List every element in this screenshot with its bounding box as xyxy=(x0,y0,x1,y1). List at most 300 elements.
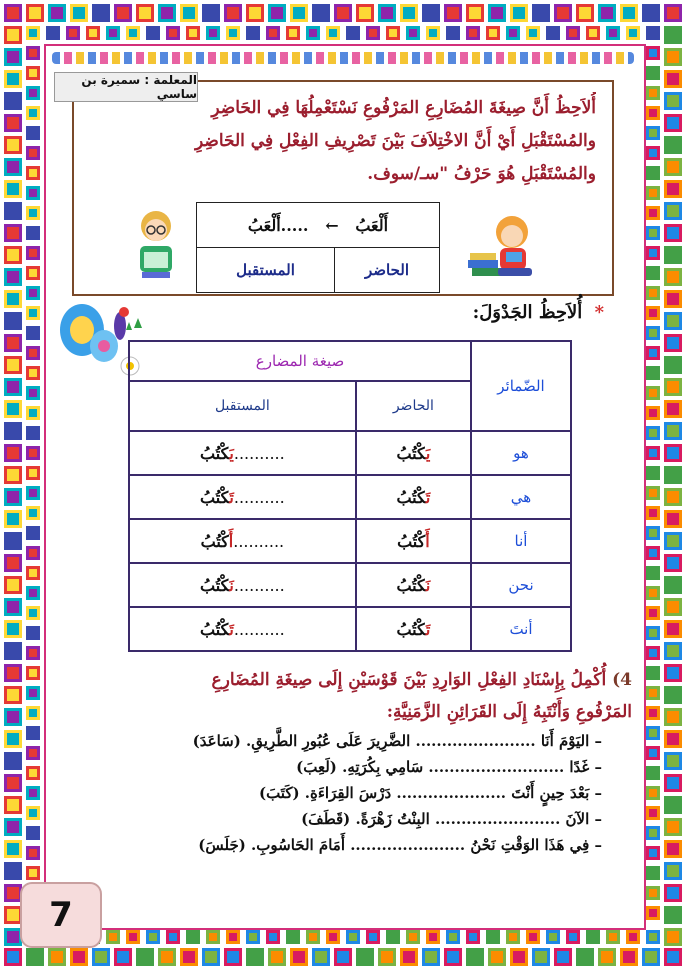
frame-square xyxy=(46,26,60,40)
frame-square xyxy=(664,796,682,814)
frame-square xyxy=(202,948,220,966)
frame-square xyxy=(26,206,40,220)
frame-square xyxy=(664,620,682,638)
table-row xyxy=(129,431,571,475)
frame-square xyxy=(26,146,40,160)
frame-square xyxy=(4,532,22,550)
frame-square xyxy=(114,4,132,22)
frame-square xyxy=(66,26,80,40)
frame-square xyxy=(4,948,22,966)
frame-square xyxy=(106,930,120,944)
frame-square xyxy=(4,48,22,66)
frame-square xyxy=(326,930,340,944)
frame-square xyxy=(26,606,40,620)
frame-square xyxy=(290,948,308,966)
frame-square xyxy=(664,444,682,462)
frame-square xyxy=(26,948,44,966)
frame-square xyxy=(664,378,682,396)
frame-square xyxy=(4,796,22,814)
frame-square xyxy=(4,92,22,110)
frame-square xyxy=(646,766,660,780)
frame-square xyxy=(664,224,682,242)
future-cell: ..........نَكْتُبُ xyxy=(129,563,356,607)
frame-square xyxy=(26,366,40,380)
frame-square xyxy=(646,666,660,680)
frame-square xyxy=(158,948,176,966)
frame-square xyxy=(4,246,22,264)
frame-square xyxy=(206,930,220,944)
frame-square xyxy=(26,706,40,720)
frame-square xyxy=(4,400,22,418)
frame-square xyxy=(664,334,682,352)
frame-square xyxy=(646,146,660,160)
frame-square xyxy=(646,306,660,320)
present-cell: تَكْتُبُ xyxy=(356,475,471,519)
present-cell: تَكْتُبُ xyxy=(356,607,471,651)
frame-square xyxy=(664,532,682,550)
frame-square xyxy=(446,26,460,40)
frame-square xyxy=(26,46,40,60)
frame-square xyxy=(246,930,260,944)
frame-square xyxy=(4,356,22,374)
frame-square xyxy=(646,930,660,944)
frame-square xyxy=(532,4,550,22)
frame-square xyxy=(664,642,682,660)
list-item: – اليَوْمَ أَنَا ....................... الضَّرِيرَ عَلَى عُبُورِ الطَّرِيقِ. (سَاعَدَ) xyxy=(192,732,602,750)
frame-square xyxy=(26,186,40,200)
frame-square xyxy=(158,4,176,22)
frame-square xyxy=(4,224,22,242)
pronouns-header: الضّمائر xyxy=(471,341,571,431)
frame-square xyxy=(290,4,308,22)
frame-square xyxy=(646,506,660,520)
list-item: – الآنَ ........................ البِنْتُ زَهْرَةً. (قَطَفَ) xyxy=(301,810,602,828)
table-row xyxy=(129,519,571,563)
frame-square xyxy=(664,752,682,770)
frame-square xyxy=(586,930,600,944)
star-icon: * xyxy=(594,302,604,323)
frame-square xyxy=(4,290,22,308)
frame-square xyxy=(286,26,300,40)
frame-square xyxy=(664,862,682,880)
frame-square xyxy=(126,930,140,944)
frame-square xyxy=(554,948,572,966)
frame-square xyxy=(114,948,132,966)
frame-square xyxy=(26,686,40,700)
frame-square xyxy=(366,930,380,944)
frame-square xyxy=(646,746,660,760)
future-cell: ..........يَكْتُبُ xyxy=(129,431,356,475)
frame-square xyxy=(646,26,660,40)
frame-square xyxy=(646,786,660,800)
table-row xyxy=(129,563,571,607)
frame-square xyxy=(646,686,660,700)
frame-square xyxy=(486,930,500,944)
frame-square xyxy=(664,422,682,440)
frame-square xyxy=(510,4,528,22)
exercise-title xyxy=(52,664,632,728)
future-cell: ..........أَكْتُبُ xyxy=(129,519,356,563)
frame-square xyxy=(4,598,22,616)
frame-square xyxy=(664,26,682,44)
frame-square xyxy=(646,226,660,240)
frame-square xyxy=(642,4,660,22)
frame-square xyxy=(48,948,66,966)
frame-square xyxy=(664,664,682,682)
frame-square xyxy=(506,930,520,944)
frame-square xyxy=(646,546,660,560)
frame-square xyxy=(386,930,400,944)
frame-square xyxy=(306,930,320,944)
frame-square xyxy=(488,4,506,22)
frame-square xyxy=(356,948,374,966)
frame-square xyxy=(180,4,198,22)
frame-square xyxy=(406,930,420,944)
frame-square xyxy=(206,26,220,40)
frame-square xyxy=(664,92,682,110)
frame-square xyxy=(626,26,640,40)
frame-square xyxy=(4,136,22,154)
boy-reading-icon xyxy=(130,206,182,282)
frame-square xyxy=(26,386,40,400)
frame-square xyxy=(532,948,550,966)
frame-square xyxy=(400,948,418,966)
frame-square xyxy=(4,818,22,836)
frame-square xyxy=(126,26,140,40)
frame-square xyxy=(664,48,682,66)
frame-square xyxy=(70,4,88,22)
exercise-number: 4) xyxy=(612,670,632,690)
frame-square xyxy=(566,26,580,40)
frame-square xyxy=(422,948,440,966)
frame-square xyxy=(312,4,330,22)
table-row xyxy=(129,607,571,651)
frame-square xyxy=(26,226,40,240)
frame-square xyxy=(664,510,682,528)
frame-square xyxy=(598,948,616,966)
present-cell: يَكْتُبُ xyxy=(356,431,471,475)
frame-square xyxy=(224,4,242,22)
frame-square xyxy=(446,930,460,944)
frame-square xyxy=(26,86,40,100)
present-cell: نَكْتُبُ xyxy=(356,563,471,607)
frame-square xyxy=(26,726,40,740)
frame-square xyxy=(506,26,520,40)
frame-square xyxy=(4,774,22,792)
frame-square xyxy=(312,948,330,966)
frame-square xyxy=(4,642,22,660)
frame-square xyxy=(48,4,66,22)
frame-square xyxy=(246,26,260,40)
frame-square xyxy=(4,664,22,682)
pronoun-cell: أنتَ xyxy=(471,607,571,651)
frame-square xyxy=(366,26,380,40)
frame-square xyxy=(4,730,22,748)
frame-square xyxy=(646,526,660,540)
frame-square xyxy=(646,826,660,840)
frame-square xyxy=(356,4,374,22)
page-number: 7 xyxy=(20,882,102,948)
frame-square xyxy=(664,774,682,792)
frame-square xyxy=(422,4,440,22)
frame-square xyxy=(426,26,440,40)
frame-square xyxy=(26,546,40,560)
frame-square xyxy=(400,4,418,22)
frame-square xyxy=(646,466,660,480)
frame-square xyxy=(664,70,682,88)
frame-square xyxy=(26,466,40,480)
frame-square xyxy=(4,312,22,330)
frame-square xyxy=(4,26,22,44)
frame-square xyxy=(26,666,40,680)
frame-square xyxy=(26,866,40,880)
frame-square xyxy=(664,356,682,374)
frame-square xyxy=(268,4,286,22)
frame-square xyxy=(646,86,660,100)
frame-square xyxy=(664,948,682,966)
frame-square xyxy=(180,948,198,966)
present-example-verb: أَلْعَبُ xyxy=(355,215,389,235)
frame-square xyxy=(664,928,682,946)
frame-square xyxy=(286,930,300,944)
frame-square xyxy=(664,246,682,264)
frame-square xyxy=(646,886,660,900)
frame-square xyxy=(166,930,180,944)
frame-square xyxy=(4,114,22,132)
intro-line: أُلاَحِظُ أَنَّ صِيغَةَ المُضَارِعِ المَرْفُوعِ نَسْتَعْمِلُهَا فِي الحَاضِرِ xyxy=(211,98,596,118)
frame-square xyxy=(4,202,22,220)
frame-square xyxy=(646,866,660,880)
frame-square xyxy=(646,486,660,500)
intro-line: والمُسْتَقْبَلِ هُوَ حَرْفُ "سـ/سوف. xyxy=(367,164,596,184)
frame-square xyxy=(26,626,40,640)
frame-square xyxy=(4,554,22,572)
frame-square xyxy=(646,586,660,600)
pronoun-cell: نحن xyxy=(471,563,571,607)
frame-square xyxy=(646,606,660,620)
frame-square xyxy=(646,206,660,220)
frame-square xyxy=(86,26,100,40)
frame-square xyxy=(646,446,660,460)
frame-square xyxy=(4,708,22,726)
frame-square xyxy=(664,180,682,198)
frame-square xyxy=(576,948,594,966)
frame-square xyxy=(202,4,220,22)
frame-square xyxy=(620,948,638,966)
frame-square xyxy=(664,818,682,836)
observe-title xyxy=(473,302,604,323)
frame-square xyxy=(466,948,484,966)
frame-square xyxy=(466,26,480,40)
frame-square xyxy=(4,488,22,506)
frame-square xyxy=(4,180,22,198)
arrow-icon: ← xyxy=(325,215,339,235)
frame-square xyxy=(4,378,22,396)
future-header: المستقبل xyxy=(129,381,356,431)
frame-square xyxy=(466,930,480,944)
example-verbs xyxy=(197,203,440,248)
frame-square xyxy=(106,26,120,40)
frame-square xyxy=(26,486,40,500)
frame-square xyxy=(646,726,660,740)
frame-square xyxy=(444,4,462,22)
frame-square xyxy=(378,948,396,966)
frame-square xyxy=(646,846,660,860)
frame-square xyxy=(4,268,22,286)
frame-square xyxy=(268,948,286,966)
frame-square xyxy=(664,400,682,418)
frame-square xyxy=(26,4,44,22)
frame-square xyxy=(4,4,22,22)
pronoun-cell: هو xyxy=(471,431,571,475)
frame-square xyxy=(606,26,620,40)
frame-square xyxy=(92,948,110,966)
frame-square xyxy=(598,4,616,22)
frame-square xyxy=(664,290,682,308)
frame-square xyxy=(664,158,682,176)
frame-square xyxy=(426,930,440,944)
frame-square xyxy=(554,4,572,22)
example-table xyxy=(196,202,440,293)
frame-square xyxy=(488,948,506,966)
frame-square xyxy=(646,406,660,420)
frame-square xyxy=(664,312,682,330)
frame-square xyxy=(26,526,40,540)
frame-square xyxy=(246,4,264,22)
frame-square xyxy=(646,806,660,820)
frame-square xyxy=(664,202,682,220)
frame-square xyxy=(246,948,264,966)
frame-square xyxy=(226,930,240,944)
frame-square xyxy=(4,444,22,462)
frame-square xyxy=(4,620,22,638)
frame-square xyxy=(664,840,682,858)
frame-square xyxy=(566,930,580,944)
frame-square xyxy=(146,930,160,944)
frame-square xyxy=(546,26,560,40)
frame-square xyxy=(26,586,40,600)
teacher-label: المعلمة : سميرة بن ساسي xyxy=(54,72,198,102)
frame-square xyxy=(26,406,40,420)
table-row xyxy=(129,475,571,519)
frame-square xyxy=(664,686,682,704)
frame-square xyxy=(26,126,40,140)
frame-square xyxy=(26,346,40,360)
frame-square xyxy=(664,598,682,616)
decorative-dots xyxy=(52,52,634,64)
exercise-title-line: أُكْمِلُ بِإِسْنَادِ الفِعْلِ الوَارِدِ بَيْنَ قَوْسَيْنِ إِلَى صِيغَةِ المُضَارِعِ xyxy=(211,670,607,690)
frame-square xyxy=(646,106,660,120)
frame-square xyxy=(26,806,40,820)
pronoun-cell: هي xyxy=(471,475,571,519)
frame-square xyxy=(646,626,660,640)
frame-square xyxy=(664,114,682,132)
frame-square xyxy=(26,26,40,40)
frame-square xyxy=(642,948,660,966)
frame-square xyxy=(26,266,40,280)
intro-line: والمُسْتَقْبَلِ أَيْ أَنَّ الاخْتِلاَفَ بَيْنَ تَصْرِيفِ الفِعْلِ فِي الحَاضِرِ xyxy=(195,131,596,151)
frame-square xyxy=(510,948,528,966)
frame-square xyxy=(26,426,40,440)
list-item: – غَدًا .......................... سَامِي بِكُرَتِهِ. (لَعِبَ) xyxy=(296,758,602,776)
frame-square xyxy=(378,4,396,22)
frame-square xyxy=(546,930,560,944)
frame-square xyxy=(526,26,540,40)
conjugation-table xyxy=(128,340,572,652)
frame-square xyxy=(70,948,88,966)
list-item: – فِي هَذَا الوَقْتِ نَحْنُ ...................... أَمَامَ الحَاسُوبِ. (جَلَسَ) xyxy=(198,836,602,854)
frame-square xyxy=(646,566,660,580)
frame-square xyxy=(646,246,660,260)
frame-square xyxy=(224,948,242,966)
frame-square xyxy=(186,930,200,944)
frame-square xyxy=(646,426,660,440)
frame-square xyxy=(606,930,620,944)
frame-square xyxy=(646,346,660,360)
frame-square xyxy=(26,746,40,760)
frame-square xyxy=(646,906,660,920)
frame-square xyxy=(26,246,40,260)
frame-square xyxy=(406,26,420,40)
frame-square xyxy=(346,26,360,40)
frame-square xyxy=(664,576,682,594)
frame-square xyxy=(646,46,660,60)
frame-square xyxy=(576,4,594,22)
frame-square xyxy=(664,554,682,572)
present-cell: أَكْتُبُ xyxy=(356,519,471,563)
frame-square xyxy=(664,488,682,506)
frame-square xyxy=(4,70,22,88)
frame-square xyxy=(466,4,484,22)
frame-square xyxy=(4,840,22,858)
frame-square xyxy=(664,136,682,154)
frame-square xyxy=(4,422,22,440)
frame-square xyxy=(4,510,22,528)
frame-square xyxy=(26,166,40,180)
frame-square xyxy=(4,334,22,352)
frame-square xyxy=(266,930,280,944)
frame-square xyxy=(620,4,638,22)
frame-square xyxy=(646,386,660,400)
tense-header: صيغة المضارع xyxy=(129,341,471,381)
frame-square xyxy=(646,366,660,380)
frame-square xyxy=(4,862,22,880)
frame-square xyxy=(664,466,682,484)
frame-square xyxy=(646,326,660,340)
frame-square xyxy=(664,268,682,286)
frame-square xyxy=(4,686,22,704)
frame-square xyxy=(646,646,660,660)
future-cell: ..........تَكْتُبُ xyxy=(129,475,356,519)
frame-square xyxy=(146,26,160,40)
frame-square xyxy=(646,66,660,80)
frame-square xyxy=(646,266,660,280)
frame-square xyxy=(386,26,400,40)
future-example-verb: .....أَلْعَبُ xyxy=(247,215,309,235)
frame-square xyxy=(4,576,22,594)
frame-square xyxy=(136,4,154,22)
frame-square xyxy=(326,26,340,40)
exercise-sentences xyxy=(82,728,602,858)
future-label: المستقبل xyxy=(197,248,335,293)
list-item: – بَعْدَ حِينٍ أَنْتَ ..................... دَرْسَ القِرَاءَةِ. (كَتَبَ) xyxy=(258,784,602,802)
exercise-title-line: المَرْفُوعِ وَأَنْتَبِهُ إِلَى القَرَائِنِ الزَّمَنِيَّةِ: xyxy=(386,702,632,722)
intro-text xyxy=(56,92,596,191)
frame-square xyxy=(4,466,22,484)
frame-square xyxy=(26,306,40,320)
frame-square xyxy=(664,708,682,726)
present-label: الحاضر xyxy=(335,248,440,293)
